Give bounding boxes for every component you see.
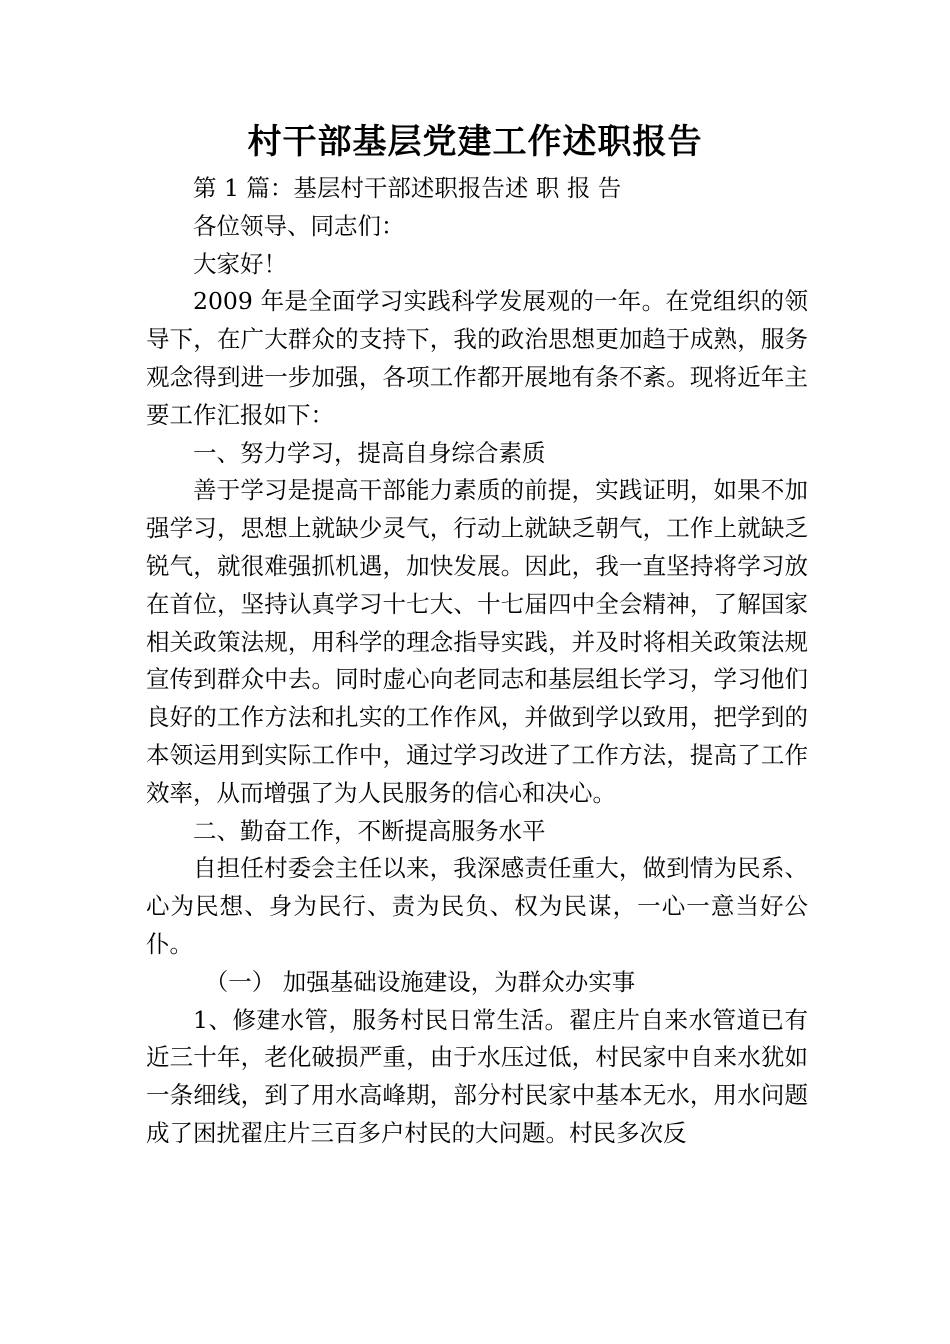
subsection-heading-1: （一） 加强基础设施建设，为群众办实事 — [204, 967, 636, 996]
paragraph-water-pipe: 1、修建水管，服务村民日常生活。翟庄片自来水管道已有近三十年，老化破损严重，由于水压过低，村民家中自来水犹如一条细线，到了用水高峰期，部分村民家中基本无水，用水问题成了困扰翟庄片三百多户村民的大问题。村民多次反 — [146, 1005, 808, 1147]
document-title: 村干部基层党建工作述职报告 — [247, 122, 703, 162]
paragraph-salutation: 各位领导、同志们： — [193, 211, 405, 240]
paragraph-study: 善于学习是提高干部能力素质的前提，实践证明，如果不加强学习，思想上就缺少灵气，行动上就缺乏朝气，工作上就缺乏锐气，就很难强抓机遇，加快发展。因此，我一直坚持将学习放在首位，坚持认真学习十七大、十七届四中全会精神，了解国家相关政策法规，用科学的理念指导实践，并及时将相关政策法规宣传到群众中去。同时虚心向老同志和基层组长学习，学习他们良好的工作方法和扎实的工作作风，并做到学以致用，把学到的本领运用到实际工作中，通过学习改进了工作方法，提高了工作效率，从而增强了为人民服务的信心和决心。 — [146, 476, 808, 807]
paragraph-greeting: 大家好！ — [193, 249, 287, 278]
paragraph-intro: 2009 年是全面学习实践科学发展观的一年。在党组织的领导下，在广大群众的支持下，我的政治思想更加趋于成熟，服务观念得到进一步加强，各项工作都开展地有条不紊。现将近年主要工作汇报如下： — [146, 287, 808, 429]
section-heading-1: 一、努力学习，提高自身综合素质 — [193, 438, 546, 467]
paragraph-heading-line: 第 1 篇：基层村干部述职报告述 职 报 告 — [193, 174, 622, 202]
paragraph-service: 自担任村委会主任以来，我深感责任重大，做到情为民系、心为民想、身为民行、责为民负、权为民谋，一心一意当好公仆。 — [146, 854, 808, 958]
section-heading-2: 二、勤奋工作，不断提高服务水平 — [193, 816, 546, 845]
document-body — [146, 170, 808, 1153]
